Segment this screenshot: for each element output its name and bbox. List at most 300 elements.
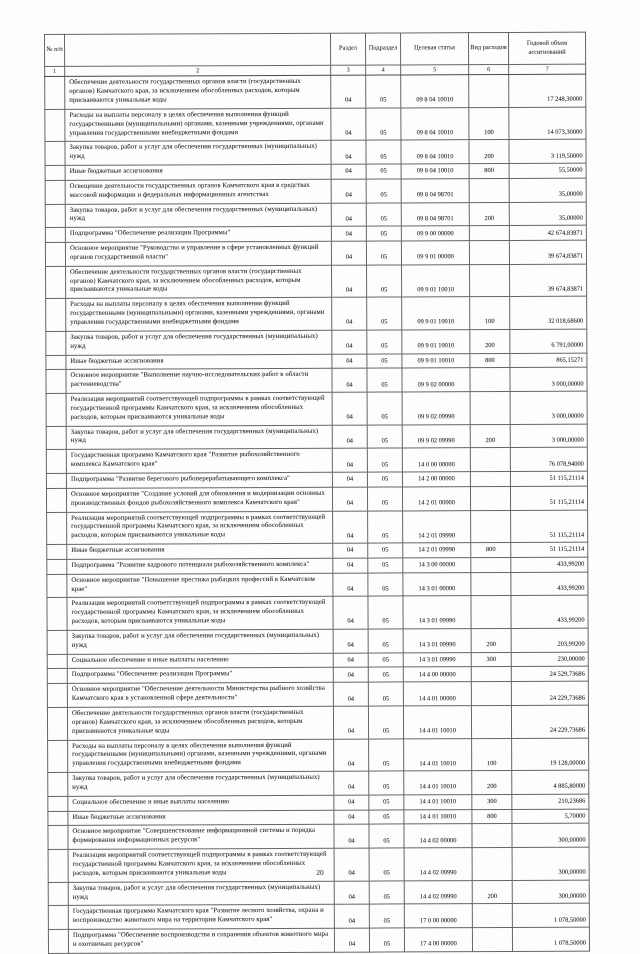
- cell-target-article: 14 4 01 10010: [403, 706, 471, 739]
- cell-razdel: 04: [333, 558, 368, 573]
- cell-target-article: 09 8 04 10010: [401, 75, 469, 108]
- cell-target-article: 09 9 01 10010: [402, 297, 470, 330]
- cell-row-number: [48, 929, 68, 953]
- cell-amount: 32 018,68600: [510, 296, 587, 329]
- cell-expense-type: 800: [471, 542, 511, 557]
- cell-expense-type: 300: [472, 794, 512, 809]
- cell-row-number: [45, 204, 65, 228]
- cell-row-number: [47, 598, 67, 631]
- cell-row-number: [47, 574, 67, 598]
- cell-amount: 433,99200: [511, 596, 588, 629]
- cell-podrazdel: 05: [367, 297, 402, 330]
- cell-expense-type: 200: [470, 329, 510, 353]
- cell-target-article: 09 9 01 00000: [401, 241, 469, 265]
- cell-podrazdel: 05: [369, 810, 404, 825]
- cell-razdel: 04: [331, 203, 366, 227]
- table-row: [46, 424, 587, 450]
- cell-amount: 5,70000: [512, 809, 589, 824]
- cell-name: Подпрограмма "Обеспечение воспроизводства и сохранения объектов животного мира и охотничьих ресурсов": [68, 928, 334, 953]
- column-number-4: 4: [366, 65, 401, 75]
- cell-amount: 3 119,50000: [509, 139, 586, 163]
- cell-name: Государственная программа Камчатского края "Развитие рыбохозяйственного комплекса Камчатского края": [66, 449, 332, 474]
- cell-razdel: 04: [334, 795, 369, 810]
- cell-expense-type: 800: [472, 809, 512, 824]
- cell-row-number: [46, 473, 66, 488]
- cell-razdel: 04: [333, 573, 368, 597]
- cell-amount: 55,50000: [509, 163, 586, 178]
- cell-amount: 203,99200: [511, 628, 588, 652]
- cell-razdel: 04: [333, 596, 368, 629]
- table-row: [46, 329, 587, 355]
- cell-name: Иные бюджетные ассигнования: [65, 164, 331, 180]
- cell-razdel: 04: [332, 487, 367, 511]
- cell-name: Подпрограмма "Развитие берегового рыбоперерабатывающего комплекса": [66, 472, 332, 488]
- cell-row-number: [48, 772, 68, 796]
- column-header-target-article: Целевая статья: [400, 33, 468, 66]
- cell-target-article: 14 2 01 00000: [402, 486, 470, 510]
- cell-target-article: 17 0 00 00000: [404, 904, 472, 928]
- column-number-2: 2: [65, 66, 331, 77]
- table-row: [46, 296, 587, 331]
- cell-razdel: 04: [331, 179, 366, 203]
- cell-podrazdel: 05: [367, 265, 402, 298]
- column-header-expense-type: Вид расходов: [468, 32, 508, 64]
- cell-razdel: 04: [333, 668, 368, 683]
- cell-expense-type: [472, 824, 512, 848]
- cell-row-number: [46, 426, 66, 450]
- cell-amount: 6 791,00000: [510, 329, 587, 353]
- cell-amount: 51 115,21114: [510, 486, 587, 510]
- cell-target-article: 09 8 04 10010: [401, 107, 469, 140]
- cell-podrazdel: 05: [368, 653, 403, 668]
- cell-amount: 35,00000: [509, 202, 586, 226]
- cell-razdel: 04: [332, 265, 367, 298]
- column-number-3: 3: [331, 65, 366, 75]
- cell-target-article: 09 9 02 00000: [402, 368, 470, 392]
- cell-row-number: [46, 370, 66, 394]
- cell-name: Подпрограмма "Обеспечение реализации Программы": [65, 226, 331, 242]
- cell-razdel: 04: [334, 825, 369, 849]
- cell-podrazdel: 05: [366, 75, 401, 108]
- column-header-razdel: Раздел: [330, 33, 365, 65]
- cell-podrazdel: 05: [366, 108, 401, 141]
- table-row: [47, 572, 588, 598]
- cell-target-article: 09 9 01 10010: [402, 329, 470, 353]
- cell-name: Государственная программа Камчатского края "Развитие лесного хозяйства, охрана и воспроизводство животного мира на территории Камчатского края": [68, 905, 334, 930]
- cell-podrazdel: 05: [369, 881, 404, 905]
- cell-name: Расходы на выплаты персоналу в целях обеспечения выполнения функций государственными (муниципальными) органами, казенными учреждениями, органами управления государственными внебюджетными фондами: [66, 298, 332, 332]
- cell-expense-type: [471, 705, 511, 738]
- cell-row-number: [46, 266, 66, 299]
- cell-row-number: [47, 512, 67, 545]
- cell-target-article: 14 4 00 00000: [403, 667, 471, 682]
- cell-target-article: 14 3 01 09990: [403, 596, 471, 629]
- cell-name: Подпрограмма "Обеспечение реализации Программы": [67, 668, 333, 684]
- cell-amount: 1 078,50000: [512, 927, 589, 951]
- cell-podrazdel: 05: [368, 510, 403, 543]
- cell-expense-type: [471, 572, 511, 596]
- cell-podrazdel: 05: [368, 573, 403, 597]
- cell-podrazdel: 05: [369, 771, 404, 795]
- cell-amount: 3 000,00000: [510, 424, 587, 448]
- cell-target-article: 09 8 04 98701: [401, 202, 469, 226]
- table-row: [46, 486, 587, 512]
- cell-name: Социальное обеспечение и иные выплаты населению: [67, 653, 333, 669]
- cell-expense-type: [470, 368, 510, 392]
- cell-expense-type: [469, 75, 509, 108]
- cell-podrazdel: 05: [366, 226, 401, 241]
- cell-name: Основное мероприятие "Руководство и управление в сфере установленных функций органов государственной власти": [65, 241, 331, 266]
- cell-amount: 24 529,73686: [511, 667, 588, 682]
- cell-podrazdel: 05: [367, 472, 402, 487]
- cell-name: Обеспечение деятельности государственных органов власти (государственных органов) Камчатского края, за исключением обособленных расходов, которым присваиваются уникальные коды: [66, 265, 332, 299]
- cell-razdel: 04: [334, 928, 369, 952]
- cell-target-article: 09 9 01 10010: [402, 353, 470, 368]
- cell-target-article: 09 9 02 09990: [402, 424, 470, 448]
- column-number-6: 6: [469, 65, 509, 75]
- cell-expense-type: [471, 557, 511, 572]
- cell-expense-type: 300: [471, 652, 511, 667]
- cell-amount: 1 078,50000: [512, 903, 589, 927]
- cell-amount: 300,00000: [512, 847, 589, 880]
- cell-target-article: 09 8 04 10010: [401, 140, 469, 164]
- cell-row-number: [45, 142, 65, 166]
- cell-razdel: 04: [332, 392, 367, 425]
- cell-name: Реализация мероприятий соответствующей подпрограммы в рамках соответствующей государственной программы Камчатского края, за исключением обособленных расходов, которым присваиваются уникальные коды: [67, 511, 333, 545]
- cell-name: Иные бюджетные ассигнования: [68, 810, 334, 826]
- cell-target-article: 14 4 02 09990: [404, 880, 472, 904]
- cell-expense-type: 200: [469, 140, 509, 164]
- cell-podrazdel: 05: [367, 353, 402, 368]
- cell-name: Подпрограмма "Развитие кадрового потенциала рыбохозяйственного комплекса": [67, 558, 333, 574]
- cell-target-article: 14 3 01 09990: [403, 652, 471, 667]
- cell-name: Социальное обеспечение и иные выплаты населению: [68, 795, 334, 811]
- cell-podrazdel: 05: [366, 140, 401, 164]
- cell-name: Основное мероприятие "Совершенствование информационной системы и порядка формирования информационных ресурсов": [68, 825, 334, 850]
- cell-razdel: 04: [334, 881, 369, 905]
- cell-name: Иные бюджетные ассигнования: [67, 543, 333, 559]
- table-row: [47, 681, 588, 707]
- cell-podrazdel: 05: [368, 558, 403, 573]
- cell-row-number: [47, 707, 67, 740]
- cell-target-article: 09 8 04 98701: [401, 179, 469, 203]
- cell-row-number: [48, 826, 68, 850]
- cell-row-number: [48, 811, 68, 826]
- cell-name: Расходы на выплаты персоналу в целях обеспечения выполнения функций государственными (муниципальными) органами, казенными учреждениями, органами управления государственными внебюджетными фондами: [65, 108, 331, 142]
- cell-target-article: 14 4 01 00000: [403, 682, 471, 706]
- cell-row-number: [48, 850, 68, 883]
- cell-row-number: [47, 630, 67, 654]
- cell-row-number: [46, 488, 66, 512]
- cell-amount: 51 115,21114: [510, 471, 587, 486]
- cell-amount: 4 885,80000: [512, 770, 589, 794]
- cell-expense-type: [472, 927, 512, 951]
- cell-expense-type: [471, 682, 511, 706]
- cell-podrazdel: 05: [366, 241, 401, 265]
- cell-amount: 433,99200: [511, 557, 588, 572]
- cell-amount: 865,15271: [510, 353, 587, 368]
- cell-row-number: [47, 669, 67, 684]
- cell-expense-type: 100: [470, 297, 510, 330]
- cell-row-number: [47, 684, 67, 708]
- cell-target-article: 14 4 01 10010: [404, 809, 472, 824]
- cell-amount: 3 000,00000: [510, 391, 587, 424]
- cell-target-article: 09 9 02 09990: [402, 392, 470, 425]
- cell-target-article: 14 4 01 10010: [404, 738, 472, 771]
- column-number-1: 1: [45, 67, 65, 77]
- cell-row-number: [48, 740, 68, 773]
- cell-podrazdel: 05: [367, 368, 402, 392]
- cell-razdel: 04: [332, 425, 367, 449]
- column-header-podrazdel: Подраздел: [365, 33, 400, 65]
- cell-expense-type: [470, 264, 510, 297]
- cell-podrazdel: 05: [369, 795, 404, 810]
- cell-amount: 51 115,21114: [511, 542, 588, 557]
- cell-amount: 51 115,21114: [511, 510, 588, 543]
- table-row: [48, 903, 589, 929]
- cell-podrazdel: 05: [367, 425, 402, 449]
- cell-name: Закупка товаров, работ и услуг для обеспечения государственных (муниципальных) нужд: [66, 330, 332, 355]
- cell-razdel: 04: [331, 164, 366, 179]
- cell-razdel: 04: [334, 848, 369, 881]
- cell-razdel: 04: [332, 368, 367, 392]
- column-header-row-number: № п/п: [45, 34, 65, 66]
- cell-target-article: 09 9 00 00000: [401, 226, 469, 241]
- cell-name: Иные бюджетные ассигнования: [66, 354, 332, 370]
- table-row: [46, 391, 587, 426]
- cell-razdel: 04: [334, 810, 369, 825]
- cell-name: Реализация мероприятий соответствующей подпрограммы в рамках соответствующей государственной программы Камчатского края, за исключением обособленных расходов, которым присваиваются уникальные коды: [66, 392, 332, 426]
- cell-row-number: [46, 393, 66, 426]
- header-row: [45, 32, 586, 67]
- cell-razdel: 04: [331, 75, 366, 108]
- cell-row-number: [45, 109, 65, 142]
- cell-name: Закупка товаров, работ и услуг для обеспечения государственных (муниципальных) нужд: [67, 629, 333, 654]
- cell-razdel: 04: [332, 354, 367, 369]
- table-row: [47, 596, 588, 631]
- cell-expense-type: 800: [469, 164, 509, 179]
- cell-target-article: 14 3 01 09990: [403, 629, 471, 653]
- cell-podrazdel: 05: [367, 392, 402, 425]
- cell-amount: 39 674,83871: [509, 240, 586, 264]
- cell-name: Основное мероприятие "Создание условий для обновления и модернизации основных производственных фондов рыбохозяйственного комплекса Камчатского края": [66, 487, 332, 512]
- cell-target-article: 14 2 01 09990: [403, 510, 471, 543]
- cell-podrazdel: 05: [368, 543, 403, 558]
- cell-razdel: 04: [334, 739, 369, 772]
- cell-amount: 17 248,30000: [509, 74, 586, 107]
- cell-name: Реализация мероприятий соответствующей подпрограммы в рамках соответствующей государственной программы Камчатского края, за исключением обособленных расходов, которым присваиваются уникальные коды: [68, 848, 334, 882]
- cell-amount: 14 073,30000: [509, 107, 586, 140]
- cell-podrazdel: 05: [369, 824, 404, 848]
- cell-expense-type: [469, 241, 509, 265]
- cell-amount: 42 674,83871: [509, 225, 586, 240]
- cell-podrazdel: 05: [368, 629, 403, 653]
- table-row: [45, 139, 586, 165]
- cell-row-number: [46, 331, 66, 355]
- cell-row-number: [45, 77, 65, 110]
- cell-target-article: 17 4 00 00000: [404, 928, 472, 952]
- cell-target-article: 14 2 00 00000: [402, 472, 470, 487]
- cell-expense-type: 800: [470, 353, 510, 368]
- cell-row-number: [48, 796, 68, 811]
- cell-podrazdel: 05: [368, 596, 403, 629]
- column-number-7: 7: [509, 64, 586, 74]
- cell-podrazdel: 05: [367, 448, 402, 472]
- cell-row-number: [48, 882, 68, 906]
- cell-target-article: 09 9 01 10010: [402, 264, 470, 297]
- cell-podrazdel: 05: [369, 904, 404, 928]
- cell-expense-type: 200: [472, 771, 512, 795]
- cell-podrazdel: 05: [367, 330, 402, 354]
- cell-razdel: 04: [331, 108, 366, 141]
- table-row: [46, 368, 587, 394]
- cell-amount: 24 229,73686: [511, 681, 588, 705]
- cell-podrazdel: 05: [366, 203, 401, 227]
- cell-name: Закупка товаров, работ и услуг для обеспечения государственных (муниципальных) нужд: [66, 425, 332, 450]
- cell-name: Закупка товаров, работ и услуг для обеспечения государственных (муниципальных) нужд: [65, 203, 331, 228]
- cell-row-number: [46, 299, 66, 332]
- cell-expense-type: 200: [469, 202, 509, 226]
- table-row: [45, 240, 586, 266]
- cell-expense-type: [470, 392, 510, 425]
- cell-podrazdel: 05: [368, 706, 403, 739]
- cell-expense-type: 200: [472, 880, 512, 904]
- cell-row-number: [45, 228, 65, 243]
- cell-row-number: [47, 544, 67, 559]
- cell-expense-type: [471, 510, 511, 543]
- cell-name: Основное мероприятие "Обеспечение деятельности Министерства рыбного хозяйства Камчатского края в установленной сфере деятельности": [67, 683, 333, 708]
- cell-expense-type: 200: [471, 628, 511, 652]
- cell-name: Закупка товаров, работ и услуг для обеспечения государственных (муниципальных) нужд: [65, 141, 331, 166]
- page-number: 20: [316, 868, 324, 877]
- cell-expense-type: 200: [470, 424, 510, 448]
- table-row: [48, 738, 589, 773]
- cell-expense-type: [469, 226, 509, 241]
- cell-razdel: 04: [333, 706, 368, 739]
- cell-expense-type: [469, 178, 509, 202]
- table-row: [46, 264, 587, 299]
- cell-name: Закупка товаров, работ и услуг для обеспечения государственных (муниципальных) нужд: [68, 881, 334, 906]
- table-row: [45, 107, 586, 142]
- cell-razdel: 04: [333, 543, 368, 558]
- cell-podrazdel: 05: [369, 848, 404, 881]
- cell-podrazdel: 05: [369, 738, 404, 771]
- table-row: [47, 705, 588, 740]
- cell-target-article: 14 2 01 09990: [403, 543, 471, 558]
- cell-name: Освещение деятельности государственных органов Камчатского края в средствах массовой информации и федеральных информационных агентствах: [65, 179, 331, 204]
- cell-row-number: [48, 906, 68, 930]
- cell-amount: 35,00000: [509, 178, 586, 202]
- table-row: [45, 202, 586, 228]
- cell-row-number: [45, 165, 65, 180]
- cell-name: Закупка товаров, работ и услуг для обеспечения государственных (муниципальных) нужд: [68, 771, 334, 796]
- cell-amount: 230,00000: [511, 652, 588, 667]
- cell-amount: 210,23686: [512, 794, 589, 809]
- cell-name: Основное мероприятие "Повышение престижа рыбацких профессий в Камчатском крае": [67, 573, 333, 598]
- cell-expense-type: [471, 667, 511, 682]
- table-row: [46, 447, 587, 473]
- cell-name: Реализация мероприятий соответствующей подпрограммы в рамках соответствующей государственной программы Камчатского края, за исключением обособленных расходов, которым присваиваются уникальные коды: [67, 597, 333, 631]
- cell-razdel: 04: [331, 226, 366, 241]
- cell-razdel: 04: [333, 653, 368, 668]
- cell-amount: 3 000,00000: [510, 368, 587, 392]
- column-header-annual-amount: Годовой объем ассигнований: [508, 32, 585, 65]
- budget-table-container: [44, 32, 589, 954]
- cell-row-number: [46, 450, 66, 474]
- cell-expense-type: [470, 486, 510, 510]
- cell-target-article: 14 4 02 09990: [404, 848, 472, 881]
- cell-podrazdel: 05: [367, 487, 402, 511]
- table-row: [48, 770, 589, 796]
- column-header-name: [65, 33, 331, 66]
- cell-target-article: 14 4 01 10010: [404, 794, 472, 809]
- cell-podrazdel: 05: [366, 164, 401, 179]
- cell-expense-type: [471, 596, 511, 629]
- cell-row-number: [47, 559, 67, 574]
- table-row: [45, 178, 586, 204]
- table-header: [45, 32, 586, 77]
- budget-table: [44, 32, 590, 954]
- cell-razdel: 04: [334, 904, 369, 928]
- cell-amount: 76 078,94000: [510, 447, 587, 471]
- cell-row-number: [45, 180, 65, 204]
- table-row: [48, 824, 589, 850]
- cell-name: Обеспечение деятельности государственных органов власти (государственных органов) Камчатского края, за исключением обособленных расходов, которым присваиваются уникальные коды: [67, 706, 333, 740]
- cell-amount: 24 229,73686: [511, 705, 588, 738]
- cell-razdel: 04: [331, 140, 366, 164]
- cell-podrazdel: 05: [368, 682, 403, 706]
- cell-podrazdel: 05: [368, 667, 403, 682]
- cell-expense-type: [470, 448, 510, 472]
- cell-amount: 300,00000: [512, 880, 589, 904]
- cell-expense-type: [470, 471, 510, 486]
- cell-amount: 433,99200: [511, 572, 588, 596]
- cell-razdel: 04: [333, 629, 368, 653]
- cell-row-number: [47, 654, 67, 669]
- table-row: [48, 927, 589, 953]
- table-row: [47, 510, 588, 545]
- cell-target-article: 09 8 04 10010: [401, 164, 469, 179]
- cell-name: Основное мероприятие "Выполнение научно-исследовательских работ в области растениеводства": [66, 369, 332, 394]
- table-row: [48, 880, 589, 906]
- cell-podrazdel: 05: [366, 179, 401, 203]
- cell-target-article: 14 3 00 00000: [403, 558, 471, 573]
- cell-amount: 19 128,00000: [512, 738, 589, 771]
- cell-row-number: [46, 355, 66, 370]
- cell-razdel: 04: [332, 330, 367, 354]
- cell-razdel: 04: [333, 511, 368, 544]
- cell-amount: 300,00000: [512, 824, 589, 848]
- cell-expense-type: 100: [469, 107, 509, 140]
- cell-expense-type: [472, 904, 512, 928]
- cell-podrazdel: 05: [369, 928, 404, 952]
- cell-razdel: 04: [332, 297, 367, 330]
- table-row: [45, 74, 586, 109]
- cell-target-article: 14 3 01 00000: [403, 572, 471, 596]
- cell-target-article: 14 0 00 00000: [402, 448, 470, 472]
- column-number-5: 5: [401, 65, 469, 75]
- cell-name: Обеспечение деятельности государственных органов власти (государственных органов) Камчатского края, за исключением обособленных расходов, которым присваиваются уникальные коды: [65, 76, 331, 110]
- cell-razdel: 04: [331, 241, 366, 265]
- table-body: [45, 74, 590, 953]
- cell-razdel: 04: [333, 682, 368, 706]
- cell-amount: 39 674,83871: [510, 264, 587, 297]
- cell-row-number: [45, 243, 65, 267]
- table-row: [47, 628, 588, 654]
- cell-razdel: 04: [332, 472, 367, 487]
- cell-expense-type: 100: [472, 738, 512, 771]
- cell-razdel: 04: [332, 448, 367, 472]
